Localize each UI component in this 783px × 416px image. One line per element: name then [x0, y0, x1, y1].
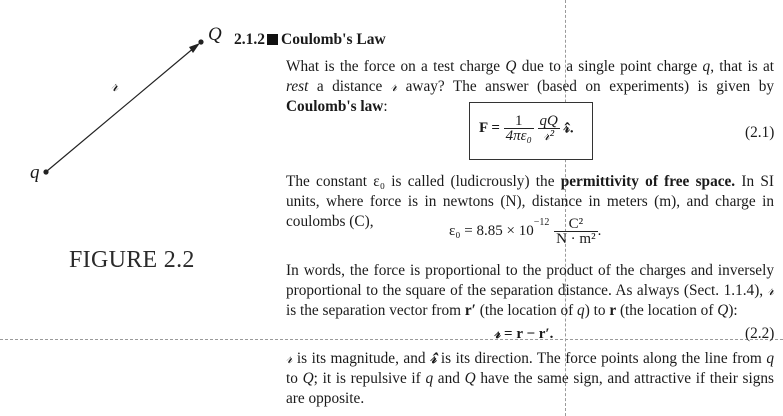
- vector-script-r-label: 𝓇: [111, 76, 119, 95]
- fraction-qQ-over-r2: $\frac{qQ}{\text{𝓇²}}$: [539, 113, 558, 144]
- paragraph-1: What is the force on a test charge Q due to a single point charge q, that is at rest a distance 𝓇 away? The answer (based on experiments) is given by Coulomb's law:: [286, 58, 775, 115]
- paragraph-2: The constant ε₀ is called (ludicrously) the permittivity of free space. In SI units, where force is in newtons (N), distance in meters (m), and charge in coulombs (C),: [286, 173, 774, 230]
- section-heading: [234, 31, 386, 49]
- figure-caption: FIGURE 2.2: [69, 247, 195, 273]
- coulomb-law-equation: F = $\frac{1}{\text{4πε₀}}$ $\frac{qQ}{\text{𝓇²}}$ 𝓇̂.: [479, 113, 574, 144]
- equation-number-2-2: (2.2): [745, 325, 775, 342]
- section-title: Coulomb's Law: [281, 31, 386, 48]
- test-charge-Q-dot: [198, 39, 203, 44]
- equation-number-2-1: (2.1): [745, 124, 775, 141]
- test-charge-Q-label: Q: [208, 24, 222, 45]
- point-charge-q-dot: [43, 169, 48, 174]
- fraction-C2-over-Nm2: $\frac{\text{C²}}{\text{N · m²}}$: [556, 216, 596, 248]
- permittivity-value-equation: $\varepsilon_0 = 8.85 \times 10^{-12}$ $\frac{\text{C²}}{\text{N · m²}}$ .: [449, 216, 602, 248]
- point-charge-q-label: q: [30, 162, 40, 183]
- vector-arrowhead: [189, 43, 200, 53]
- separation-vector-equation: 𝓇 = r − r′.: [494, 326, 554, 342]
- fraction-one-over-4pi-eps: $\frac{1}{\text{4πε₀}}$: [505, 113, 532, 144]
- paragraph-4: 𝓇 is its magnitude, and 𝓇̂ is its direction. The force points along the line from q to Q; it is repulsive if q and Q have the same sign, and attractive if their signs are opposite.: [286, 350, 774, 407]
- square-bullet-icon: [267, 34, 278, 45]
- section-number: 2.1.2: [234, 31, 265, 48]
- paragraph-3: In words, the force is proportional to the product of the charges and inversely proportional to the square of the separation distance. As always (Sect. 1.1.4), 𝓇 is the separation vector from r′ (the location of q) to r (the location of Q):: [286, 262, 774, 319]
- separation-vector-line: [47, 47, 195, 171]
- horizontal-guide-line: [0, 339, 783, 340]
